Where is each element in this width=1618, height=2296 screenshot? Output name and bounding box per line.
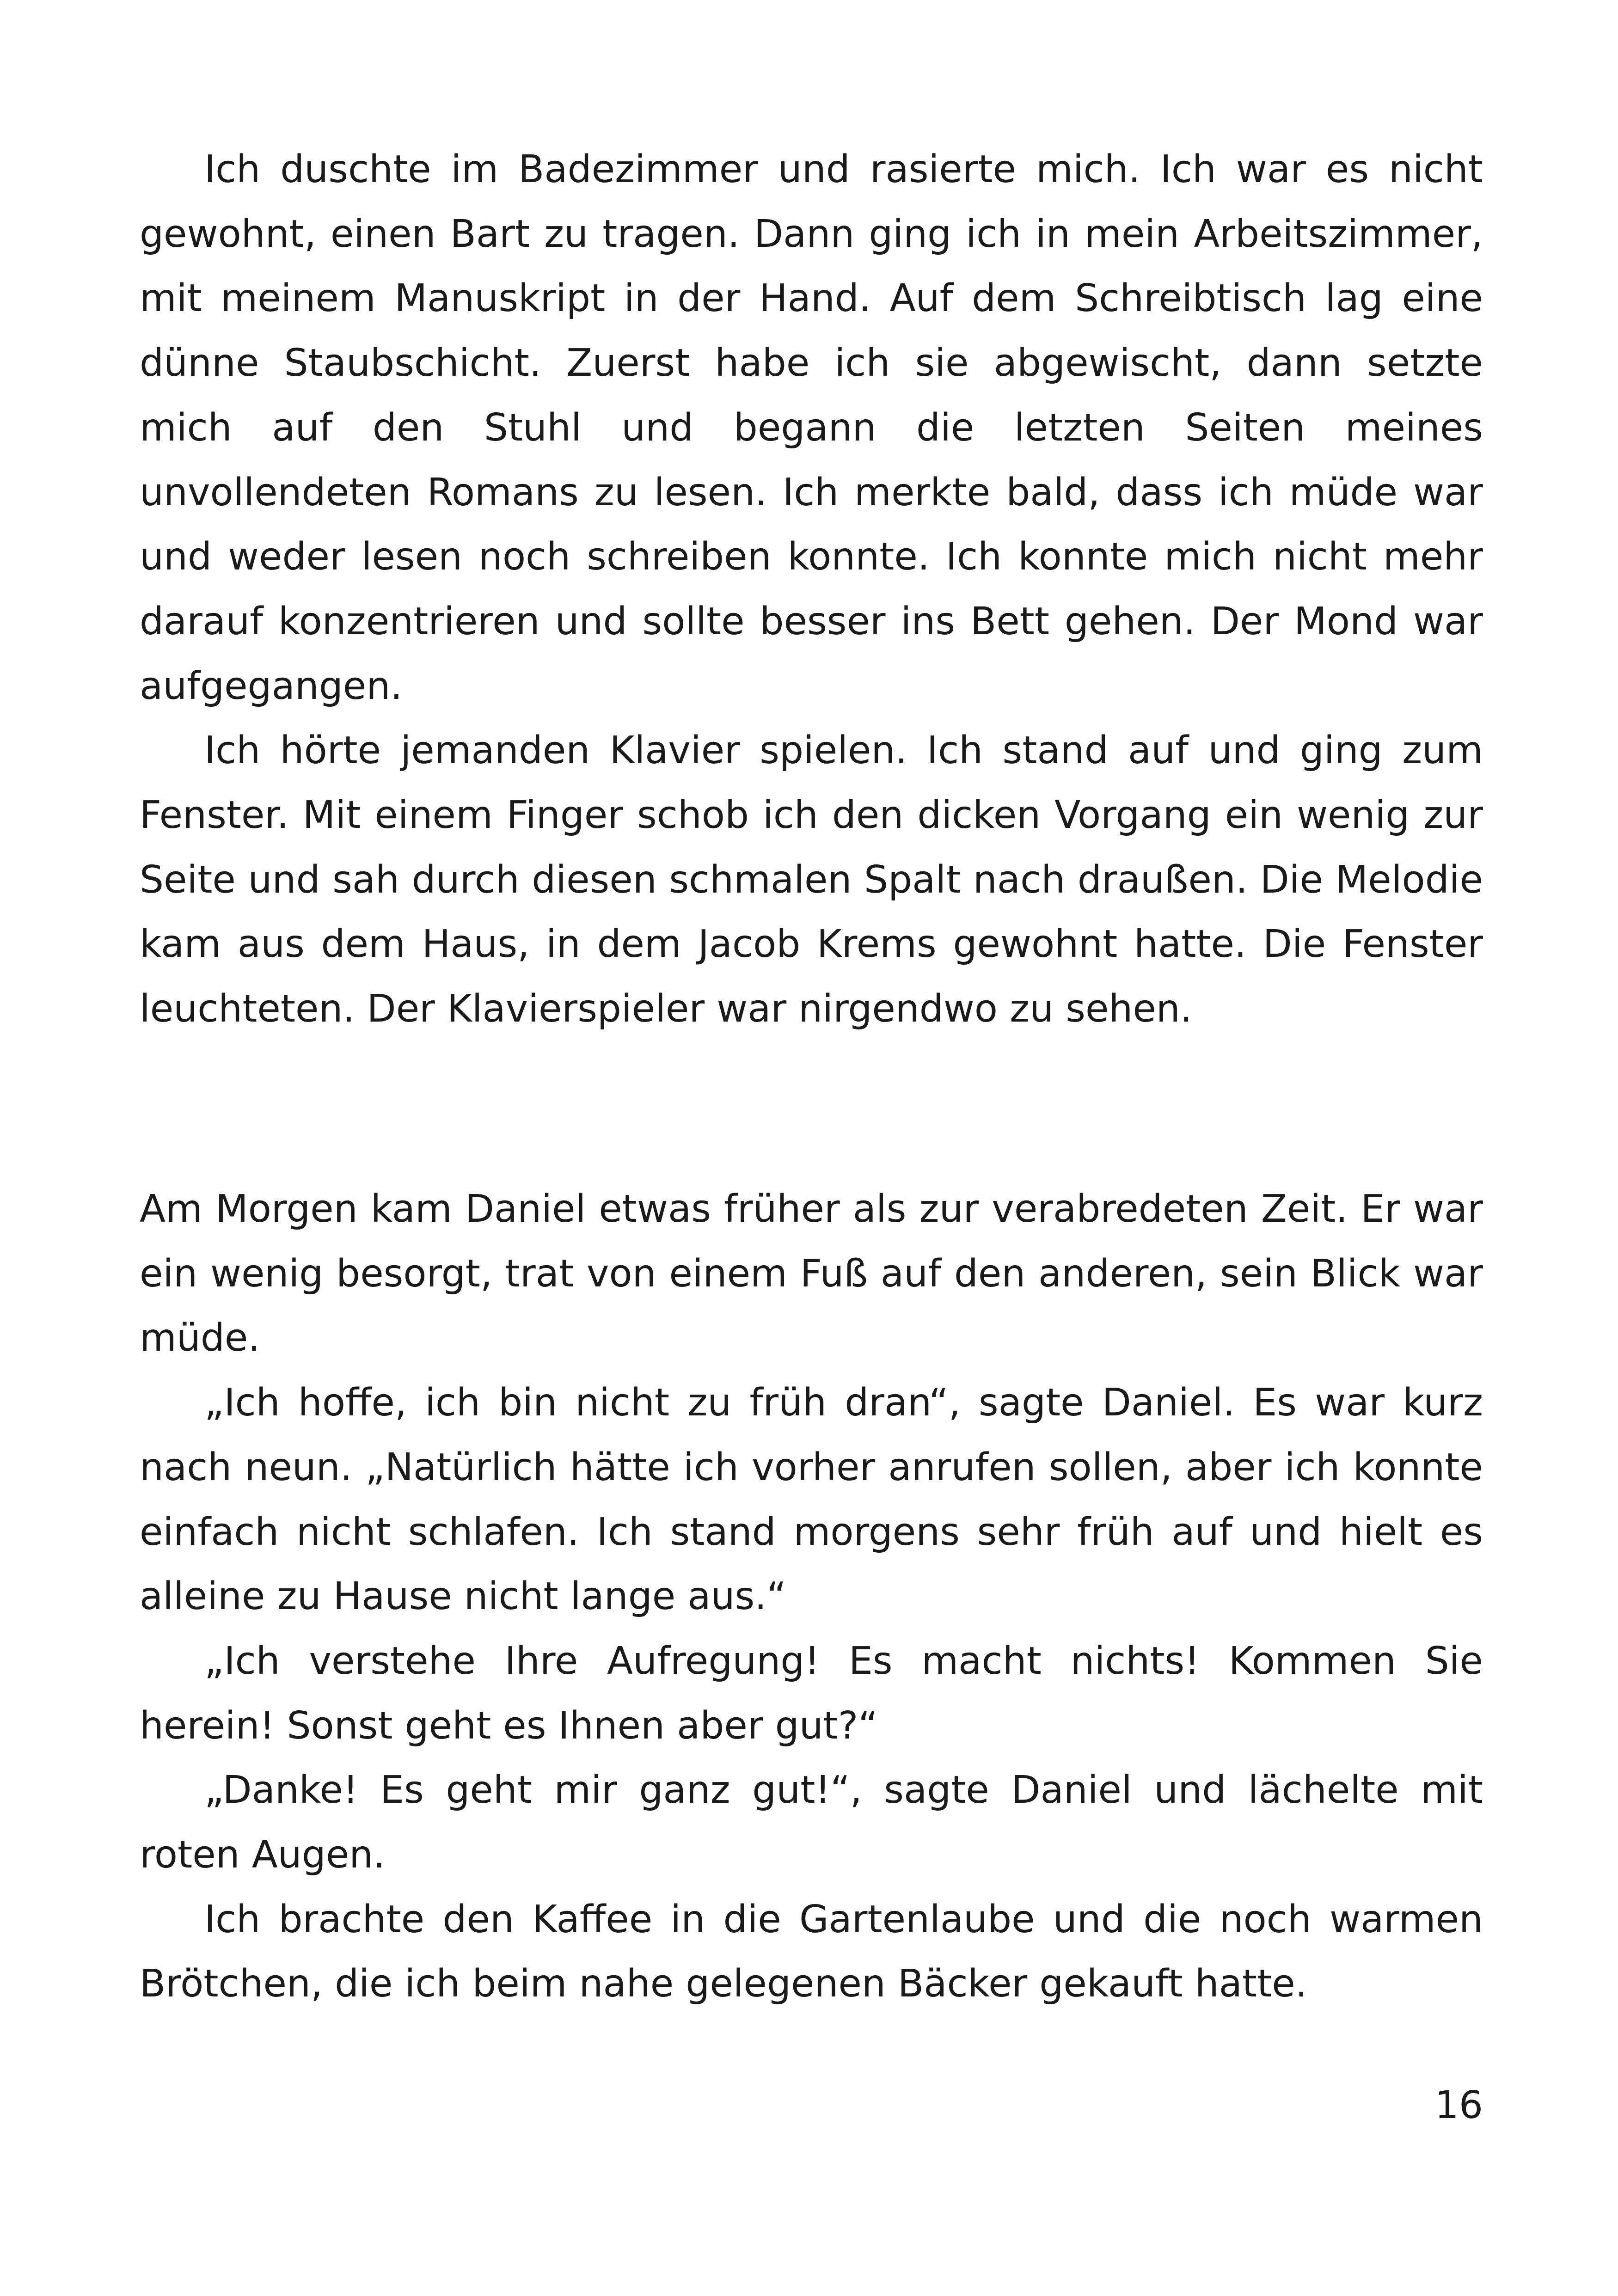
paragraph: Am Morgen kam Daniel etwas früher als zur verabredeten Zeit. Er war ein wenig besorgt, trat von einem Fuß auf den anderen, sein Blick war müde.	[140, 1187, 1483, 1360]
paragraph: „Ich verstehe Ihre Aufregung! Es macht nichts! Kommen Sie herein! Sonst geht es Ihnen aber gut?“	[140, 1639, 1483, 1748]
section-two	[140, 1177, 1483, 2016]
paragraph: Ich duschte im Badezimmer und rasierte mich. Ich war es nicht gewohnt, einen Bart zu tragen. Dann ging ich in mein Arbeitszimmer, mit meinem Manuskript in der Hand. Auf dem Schreibtisch lag eine dünne Staubschicht. Zuerst habe ich sie abgewischt, dann setzte mich auf den Stuhl und begann die letzten Seiten meines unvollendeten Romans zu lesen. Ich merkte bald, dass ich müde war und weder lesen noch schreiben konnte. Ich konnte mich nicht mehr darauf konzentrieren und sollte besser ins Bett gehen. Der Mond war aufgegangen.	[140, 147, 1483, 708]
paragraph: Ich brachte den Kaffee in die Gartenlaube und die noch warmen Brötchen, die ich beim nahe gelegenen Bäcker gekauft hatte.	[140, 1897, 1483, 2006]
paragraph: „Danke! Es geht mir ganz gut!“, sagte Daniel und lächelte mit roten Augen.	[140, 1768, 1483, 1877]
page-number: 16	[1434, 2083, 1483, 2127]
paragraph: „Ich hoffe, ich bin nicht zu früh dran“, sagte Daniel. Es war kurz nach neun. „Natürlich hätte ich vorher anrufen sollen, aber ich konnte einfach nicht schlafen. Ich stand morgens sehr früh auf und hielt es alleine zu Hause nicht lange aus.“	[140, 1381, 1483, 1619]
section-one	[140, 137, 1483, 1041]
paragraph: Ich hörte jemanden Klavier spielen. Ich stand auf und ging zum Fenster. Mit einem Finger schob ich den dicken Vorgang ein wenig zur Seite und sah durch diesen schmalen Spalt nach draußen. Die Melodie kam aus dem Haus, in dem Jacob Krems gewohnt hatte. Die Fenster leuchteten. Der Klavierspieler war nirgendwo zu sehen.	[140, 729, 1483, 1031]
